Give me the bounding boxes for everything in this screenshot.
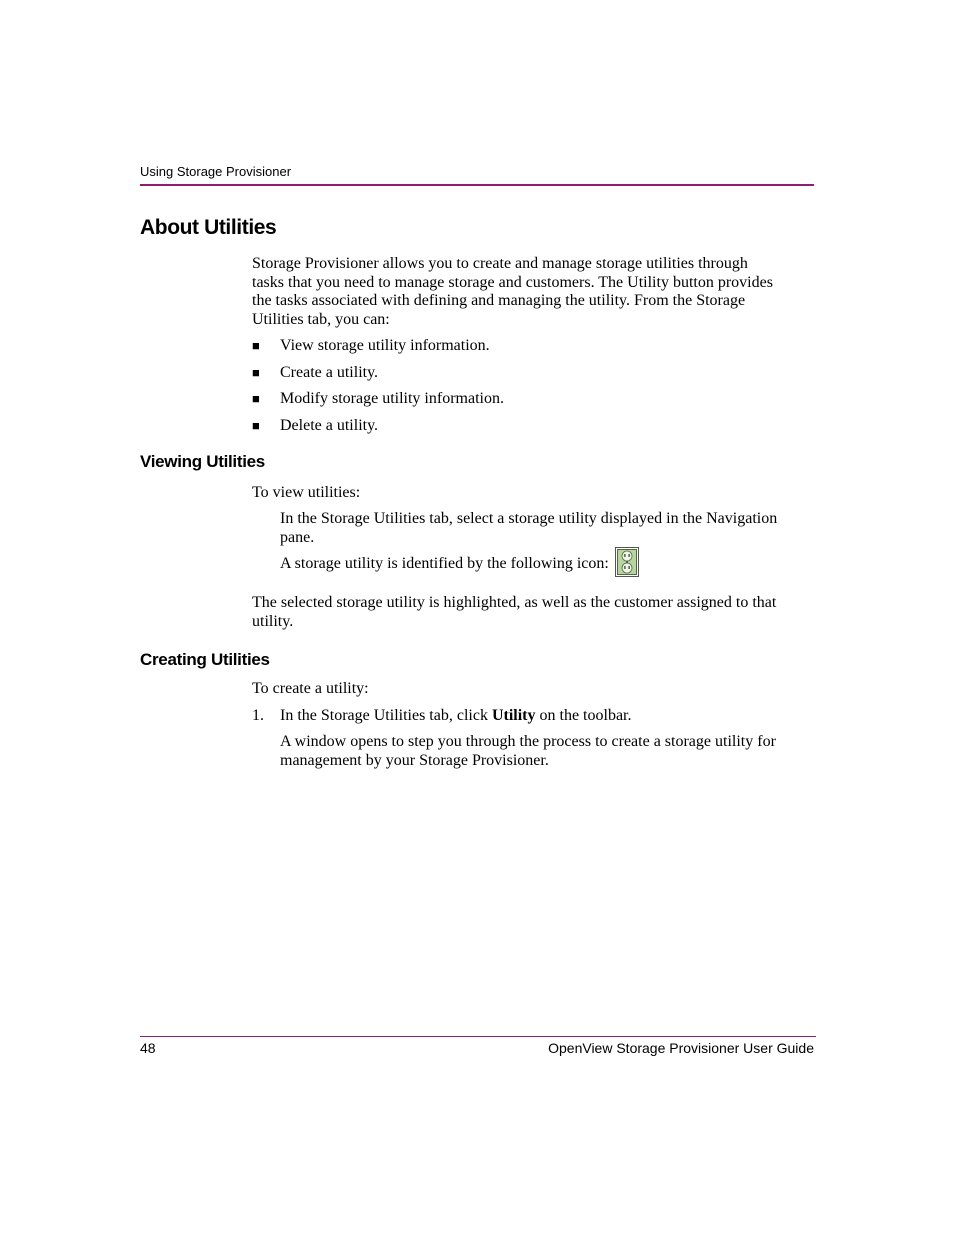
bullet-marker: ■ xyxy=(252,391,260,406)
running-head: Using Storage Provisioner xyxy=(140,164,292,179)
about-intro xyxy=(252,255,817,329)
intro-line: Storage Provisioner allows you to create and manage storage utilities through xyxy=(252,255,748,272)
header-rule xyxy=(140,184,814,186)
viewing-step xyxy=(280,510,817,547)
step-number: 1. xyxy=(252,707,264,724)
bullet-item xyxy=(252,364,378,383)
result-line: The selected storage utility is highlighted, as well as the customer assigned to that xyxy=(252,594,777,611)
footer-rule xyxy=(140,1036,816,1037)
icon-note xyxy=(280,549,817,579)
creating-intro: To create a utility: xyxy=(252,680,369,697)
bullet-text: Modify storage utility information. xyxy=(280,390,504,407)
section-heading-creating-utilities: Creating Utilities xyxy=(140,650,270,669)
section-heading-viewing-utilities: Viewing Utilities xyxy=(140,452,265,471)
creating-result xyxy=(280,733,817,770)
page-number: 48 xyxy=(140,1040,156,1056)
step-text-after: on the toolbar. xyxy=(535,707,632,724)
viewing-result xyxy=(252,594,817,631)
power-outlet-icon xyxy=(615,547,639,577)
step-line: In the Storage Utilities tab, select a storage utility displayed in the Navigation xyxy=(280,510,778,527)
step-text-before: In the Storage Utilities tab, click xyxy=(280,707,492,724)
section-heading-about-utilities: About Utilities xyxy=(140,216,277,239)
bullet-marker: ■ xyxy=(252,365,260,380)
result-line: management by your Storage Provisioner. xyxy=(280,751,549,769)
bullet-item xyxy=(252,337,490,356)
intro-line: tasks that you need to manage storage and customers. The Utility button provides xyxy=(252,273,773,291)
bullet-text: Create a utility. xyxy=(280,364,379,381)
result-line: A window opens to step you through the process to create a storage utility for xyxy=(280,733,776,750)
viewing-intro: To view utilities: xyxy=(252,484,361,501)
bullet-marker: ■ xyxy=(252,418,260,433)
result-line: utility. xyxy=(252,612,294,630)
guide-title: OpenView Storage Provisioner User Guide xyxy=(548,1040,814,1056)
bullet-text: Delete a utility. xyxy=(280,417,379,434)
intro-line: the tasks associated with defining and managing the utility. From the Storage xyxy=(252,292,746,310)
bullet-item xyxy=(252,390,504,409)
intro-line: Utilities tab, you can: xyxy=(252,310,390,328)
bullet-text: View storage utility information. xyxy=(280,337,490,354)
bullet-marker: ■ xyxy=(252,338,260,353)
step-line: pane. xyxy=(280,528,315,546)
utility-button-reference: Utility xyxy=(491,707,536,724)
bullet-item xyxy=(252,417,378,436)
icon-note-text: A storage utility is identified by the following icon: xyxy=(280,555,609,572)
creating-step xyxy=(280,707,817,726)
